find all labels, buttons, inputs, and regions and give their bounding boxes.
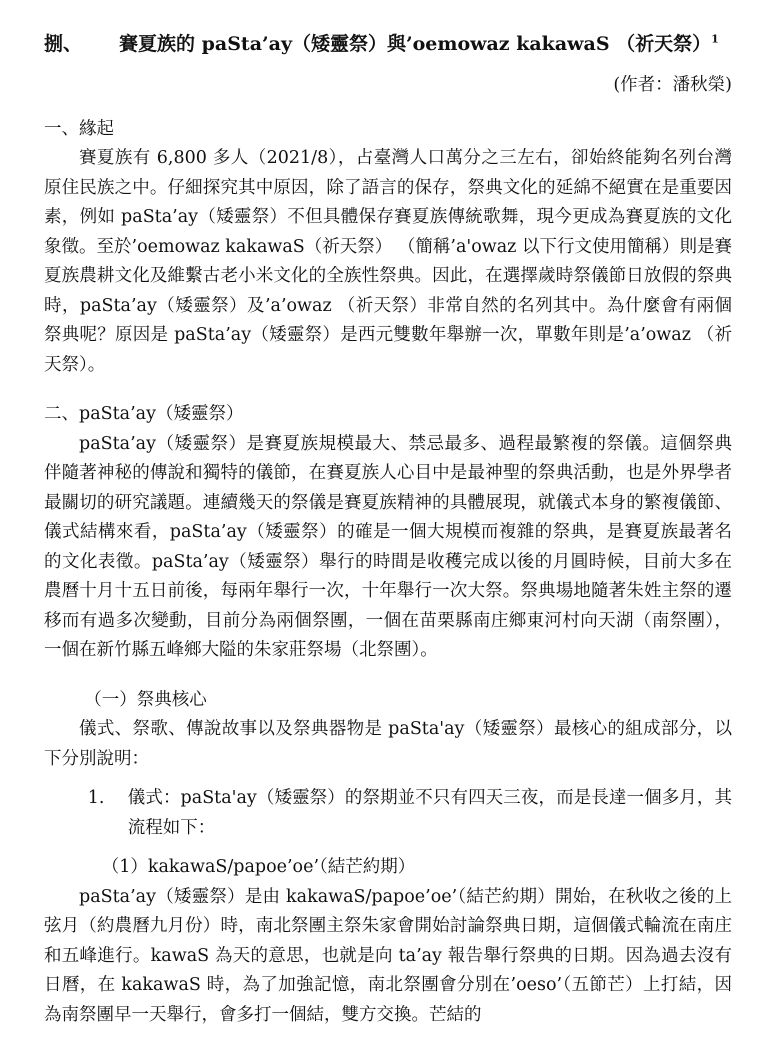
list-item [44, 784, 732, 843]
subsection-heading-kakawas: （1）kakawaS/papoe’oe’（結芒約期） [101, 857, 416, 877]
paragraph-kakawas: paSta’ay（矮靈祭）是由 kakawaS/papoe’oe’（結芒約期）開始，在秋收之後的上弦月（約農曆九月份）時，南北祭團主祭朱家會開始討論祭典日期，這個儀式輪流在南庄和五峰進行。kawaS 為天的意思，也就是向 ta’ay 報告舉行祭典的日期。因為過去沒有日曆，在 kakawaS 時，為了加強記憶，南北祭團會分別在’oeso’（五節芒）上打結，因為南祭團早一天舉行，會多打一個結，雙方交換。芒結的 [44, 886, 732, 1025]
chapter-title [44, 30, 732, 66]
spacer [44, 666, 732, 686]
title-container [119, 30, 732, 60]
section-heading-origin: 一、緣起 [44, 118, 114, 139]
list-item-text: 儀式：paSta'ay（矮靈祭）的祭期並不只有四天三夜，而是長達一個多月，其流程如下： [127, 788, 732, 838]
paragraph-core: 儀式、祭歌、傳說故事以及祭典器物是 paSta'ay（矮靈祭）最核心的組成部分，以下分別說明： [44, 719, 732, 769]
paragraph-origin: 賽夏族有 6,800 多人（2021/8），占臺灣人口萬分之三左右，卻始終能夠名列台灣原住民族之中。仔細探究其中原因，除了語言的保存，祭典文化的延綿不絕實在是重要因素，例如 paSta’ay（矮靈祭）不但具體保存賽夏族傳統歌舞，現今更成為賽夏族的文化象徵。至於’oemowaz kakawaS（祈天祭） （簡稱’a'owaz 以下行文使用簡稱）則是賽夏族農耕文化及維繫古老小米文化的全族性祭典。因此，在選擇歲時祭儀節日放假的祭典時，paSta’ay（矮靈祭）及’a’owaz （祈天祭）非常自然的名列其中。為什麼會有兩個祭典呢？原因是 paSta’ay（矮靈祭）是西元雙數年舉辦一次，單數年則是’a’owaz （祈天祭）。 [44, 148, 732, 375]
footnote-ref[interactable]: 1 [711, 32, 719, 46]
page-title: 賽夏族的 paSta’ay（矮靈祭）與’oemowaz kakawaS （祈天祭） [119, 33, 712, 55]
list-item-number: 1. [87, 788, 105, 808]
paragraph-pastaay: paSta’ay（矮靈祭）是賽夏族規模最大、禁忌最多、過程最繁複的祭儀。這個祭典伴隨著神秘的傳說和獨特的儀節，在賽夏族人心目中是最神聖的祭典活動，也是外界學者最關切的研究議題。連續幾天的祭儀是賽夏族精神的具體展現，就儀式本身的繁複儀節、儀式結構來看，paSta’ay（矮靈祭）的確是一個大規模而複雜的祭典，是賽夏族最著名的文化表徵。paSta’ay（矮靈祭）舉行的時間是收穫完成以後的月圓時候，目前大多在農曆十月十五日前後，每兩年舉行一次，十年舉行一次大祭。祭典場地隨著朱姓主祭的遷移而有過多次變動，目前分為兩個祭團，一個在苗栗縣南庄鄉東河村向天湖（南祭團），一個在新竹縣五峰鄉大隘的朱家莊祭場（北祭團）。 [44, 433, 732, 660]
author-line: (作者：潘秋榮) [613, 75, 732, 95]
spacer [44, 380, 732, 400]
section-number: 捌、 [44, 33, 83, 55]
subsection-heading-core: （一）祭典核心 [84, 689, 207, 710]
section-heading-pastaay: 二、paSta’ay（矮靈祭） [44, 404, 244, 424]
